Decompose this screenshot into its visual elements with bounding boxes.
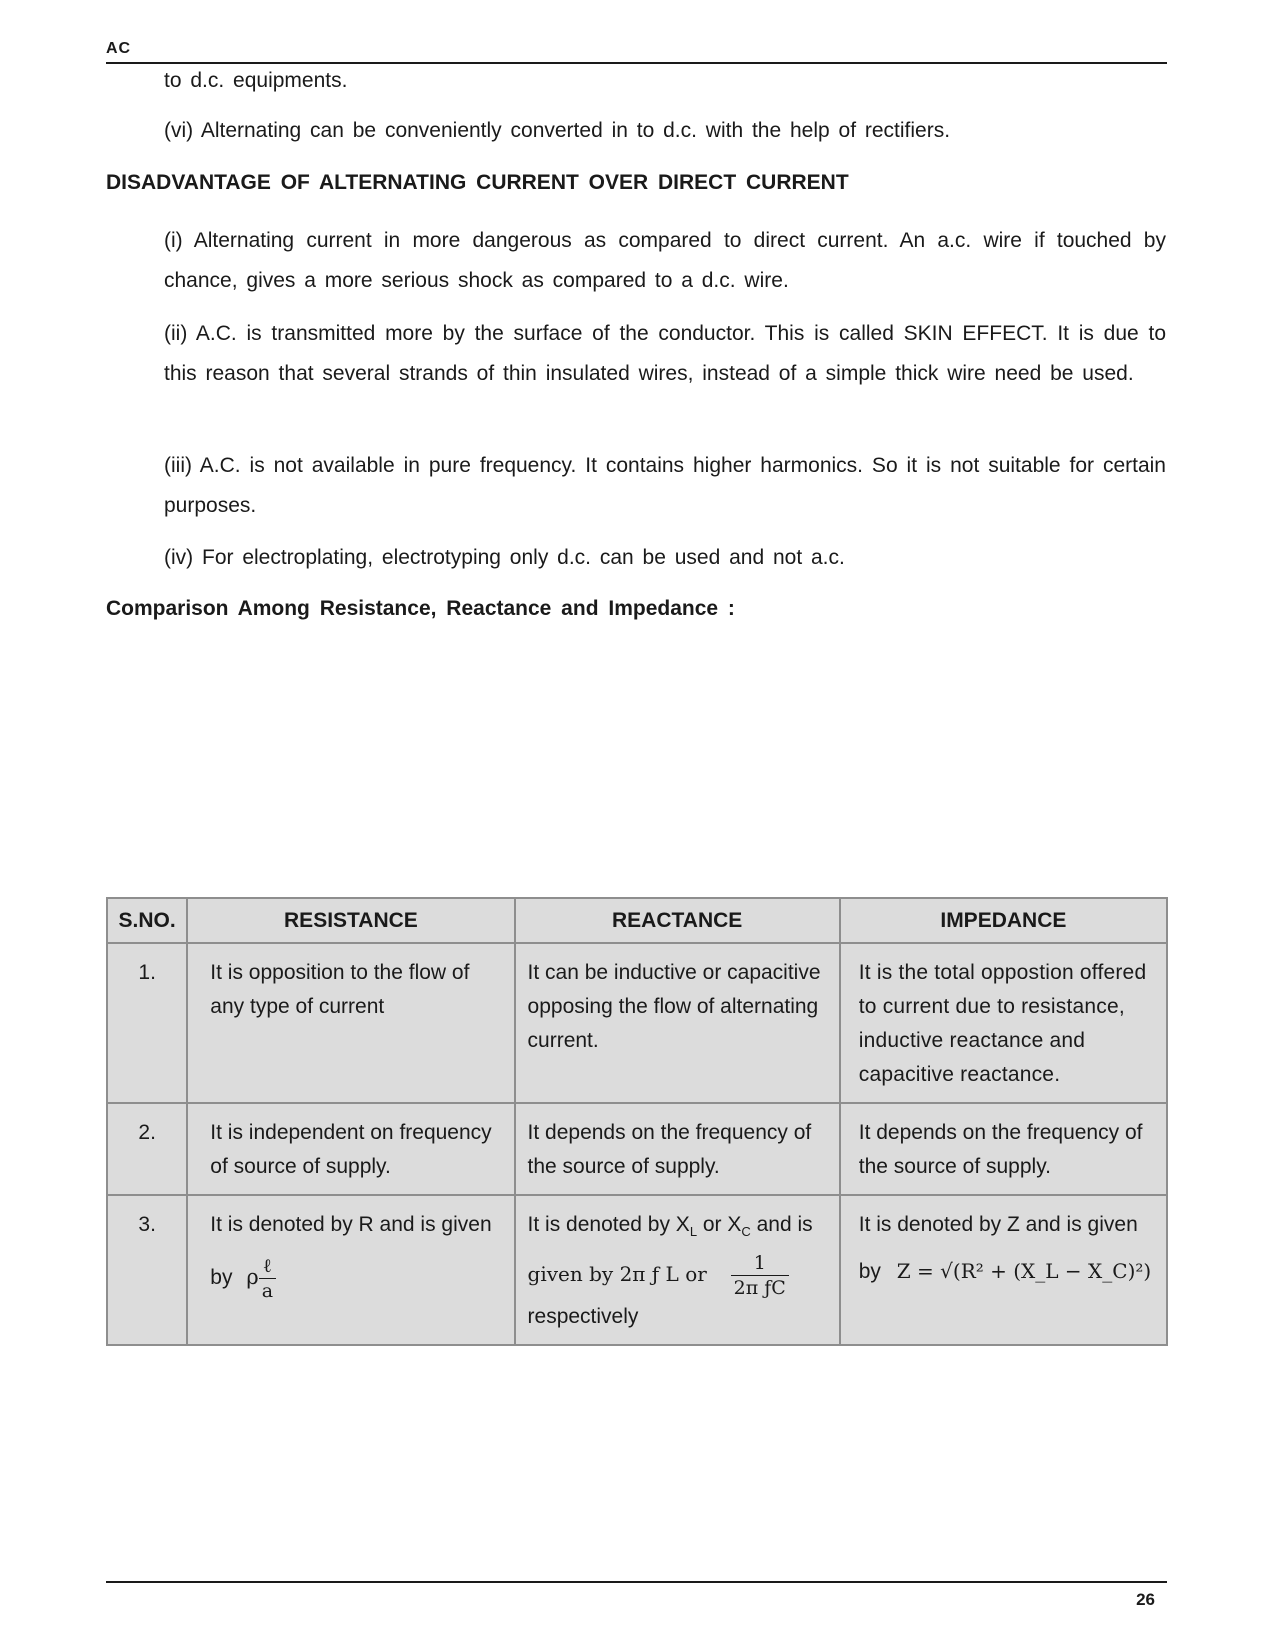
comparison-table bbox=[106, 897, 1168, 1346]
cell-resistance bbox=[187, 1195, 514, 1345]
resistance-text: It is denoted by R and is given bbox=[210, 1213, 492, 1236]
cell-resistance: It is independent on frequency of source of supply. bbox=[187, 1103, 514, 1195]
disadvantage-point-2: (ii) A.C. is transmitted more by the surface of the conductor. This is called SKIN EFFECT. It is due to this reason that several strands of thin insulated wires, instead of a simple thick wire need be used. bbox=[164, 322, 1166, 385]
intro-line-2: (vi) Alternating can be conveniently converted in to d.c. with the help of rectifiers. bbox=[164, 119, 951, 142]
row-sno: 1. bbox=[107, 943, 187, 1103]
cell-impedance: It depends on the frequency of the source of supply. bbox=[840, 1103, 1167, 1195]
column-header-sno: S.NO. bbox=[107, 898, 187, 943]
page-number: 26 bbox=[1136, 1590, 1155, 1609]
comparison-heading: Comparison Among Resistance, Reactance and Impedance : bbox=[106, 597, 735, 620]
column-header-impedance: IMPEDANCE bbox=[840, 898, 1167, 943]
cell-impedance bbox=[840, 1195, 1167, 1345]
row-sno: 2. bbox=[107, 1103, 187, 1195]
column-header-reactance: REACTANCE bbox=[515, 898, 840, 943]
disadvantage-point-1: (i) Alternating current in more dangerous as compared to direct current. An a.c. wire if touched by chance, gives a more serious shock as compared to a d.c. wire. bbox=[164, 229, 1166, 292]
disadvantage-point-4: (iv) For electroplating, electrotyping only d.c. can be used and not a.c. bbox=[164, 546, 845, 569]
impedance-text: It is denoted by Z and is given bbox=[858, 1213, 1138, 1236]
column-header-resistance: RESISTANCE bbox=[187, 898, 514, 943]
reactance-tail: respectively bbox=[527, 1305, 639, 1329]
running-header: AC bbox=[106, 40, 132, 57]
table-header-row bbox=[107, 898, 1167, 943]
cell-reactance: It can be inductive or capacitive opposing the flow of alternating current. bbox=[515, 943, 840, 1103]
table-row bbox=[107, 1195, 1167, 1345]
disadvantage-heading: DISADVANTAGE OF ALTERNATING CURRENT OVER DIRECT CURRENT bbox=[106, 171, 849, 194]
cell-resistance: It is opposition to the flow of any type of current bbox=[187, 943, 514, 1103]
reactance-formula: given by 2π ƒ L or $\frac{1}{\text{2π ƒC}}$ bbox=[528, 1251, 831, 1300]
disadvantage-point-3: (iii) A.C. is not available in pure frequency. It contains higher harmonics. So it is not suitable for certain purposes. bbox=[164, 454, 1166, 517]
intro-line-1: to d.c. equipments. bbox=[164, 69, 348, 92]
cell-reactance bbox=[515, 1195, 840, 1345]
table-row bbox=[107, 943, 1167, 1103]
footer-rule bbox=[106, 1581, 1167, 1583]
reactance-text: It is denoted by $X_L$ or $X_C$ and is bbox=[527, 1213, 813, 1240]
impedance-formula: by Z = √(R² + (X_L − X_C)²) bbox=[858, 1259, 1152, 1283]
table-row bbox=[107, 1103, 1167, 1195]
cell-reactance: It depends on the frequency of the source of supply. bbox=[515, 1103, 840, 1195]
row-sno: 3. bbox=[107, 1195, 187, 1345]
cell-impedance: It is the total oppostion offered to current due to resistance, inductive reactance and capacitive reactance. bbox=[840, 943, 1167, 1103]
resistance-formula: by ρ $\frac{\text{ℓ}}{a}$ bbox=[210, 1254, 505, 1303]
